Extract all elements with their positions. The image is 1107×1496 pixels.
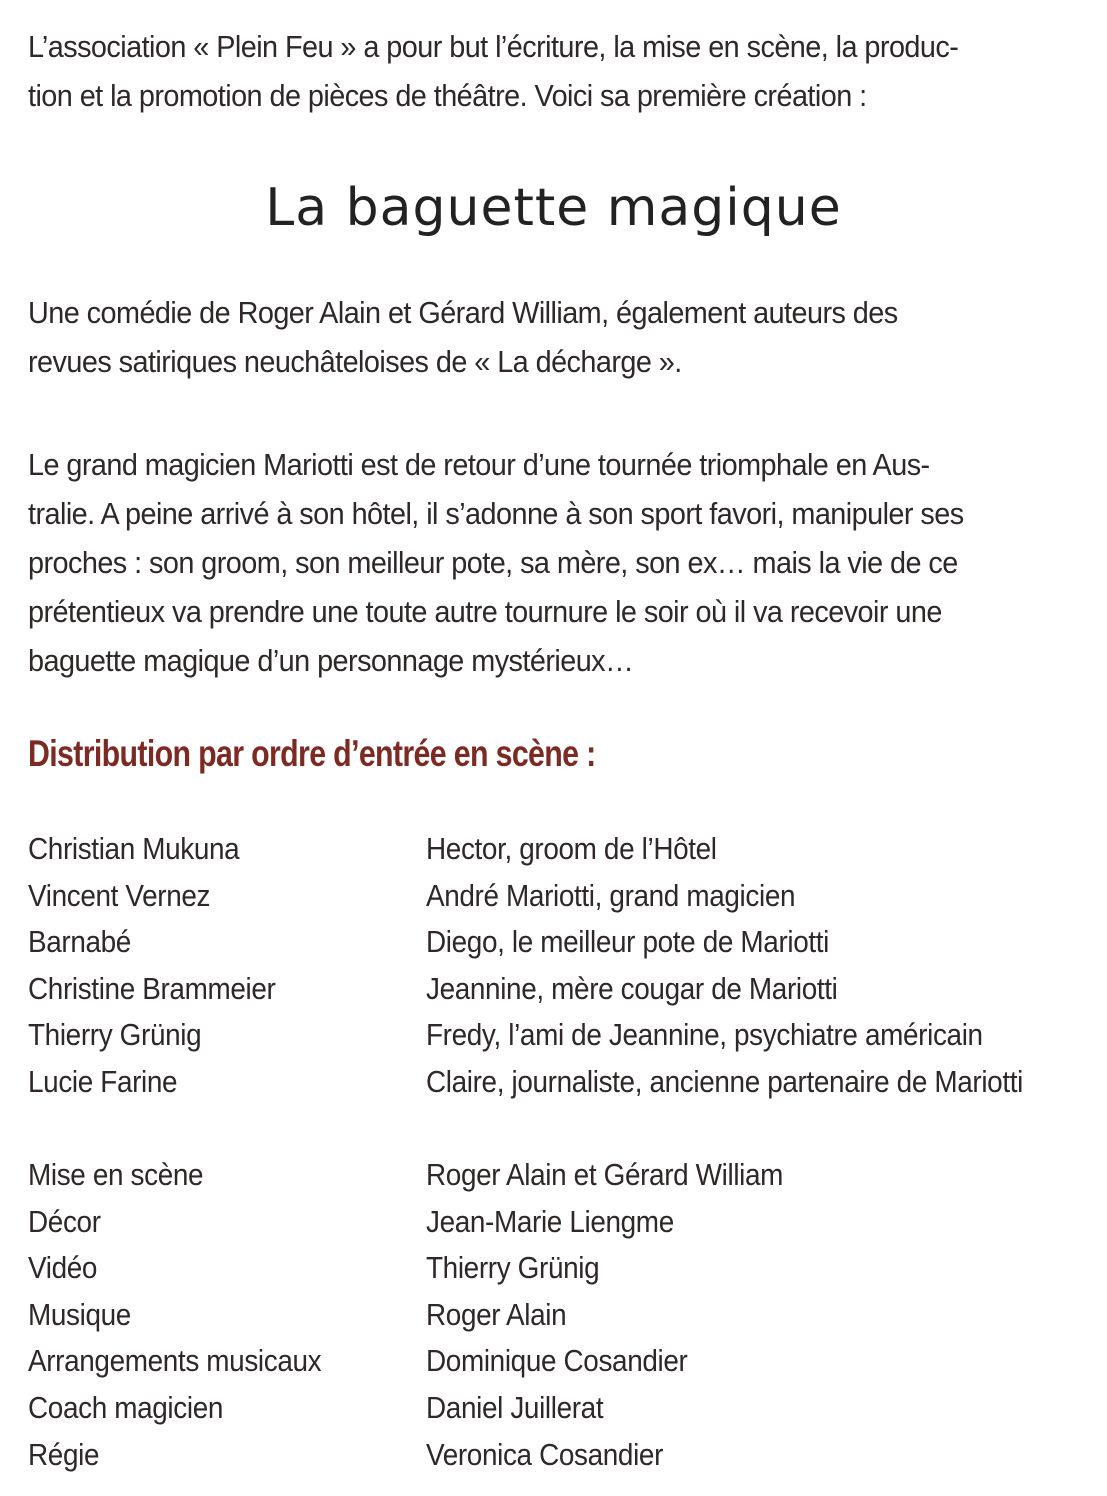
- authors-paragraph: [28, 288, 1005, 386]
- synopsis-line: tralie. A peine arrivé à son hôtel, il s’adonne à son sport favori, manipuler ses: [28, 496, 964, 531]
- role-name: Jeannine, mère cougar de Mariotti: [426, 970, 838, 1006]
- cast-row: [28, 826, 1088, 873]
- play-title: La baguette magique: [265, 178, 842, 238]
- synopsis-paragraph: [28, 440, 1005, 685]
- role-name: Hector, groom de l’Hôtel: [426, 831, 717, 866]
- crew-row: [28, 1432, 1088, 1479]
- crew-function: Musique: [28, 1296, 131, 1332]
- crew-person: Roger Alain: [426, 1296, 567, 1332]
- actor-name: Lucie Farine: [28, 1063, 178, 1099]
- synopsis-line: proches : son groom, son meilleur pote, sa mère, son ex… mais la vie de ce: [28, 545, 958, 580]
- intro-line: L’association « Plein Feu » a pour but l’écriture, la mise en scène, la produc-: [28, 29, 959, 64]
- synopsis-line: prétentieux va prendre une toute autre tournure le soir où il va recevoir une: [28, 594, 942, 629]
- cast-list: [28, 826, 1088, 1106]
- crew-list: [28, 1152, 1088, 1478]
- authors-line: Une comédie de Roger Alain et Gérard William, également auteurs des: [28, 295, 898, 330]
- cast-row: [28, 919, 1088, 966]
- cast-row: [28, 1012, 1088, 1059]
- role-name: Diego, le meilleur pote de Mariotti: [426, 924, 830, 960]
- crew-function: Arrangements musicaux: [28, 1343, 322, 1379]
- crew-row: [28, 1292, 1088, 1339]
- actor-name: Barnabé: [28, 924, 131, 960]
- intro-line: tion et la promotion de pièces de théâtre. Voici sa première création :: [28, 78, 867, 113]
- crew-person: Daniel Juillerat: [426, 1389, 604, 1425]
- role-name: André Mariotti, grand magicien: [426, 877, 796, 913]
- crew-row: [28, 1245, 1088, 1292]
- actor-name: Christian Mukuna: [28, 831, 240, 866]
- distribution-heading: Distribution par ordre d’entrée en scène :: [28, 733, 596, 774]
- crew-person: Thierry Grünig: [426, 1250, 600, 1286]
- crew-row: [28, 1152, 1088, 1199]
- crew-function: Vidéo: [28, 1250, 98, 1286]
- actor-name: Christine Brammeier: [28, 970, 276, 1006]
- cast-row: [28, 966, 1088, 1013]
- intro-paragraph: [28, 22, 1005, 120]
- crew-function: Mise en scène: [28, 1157, 204, 1192]
- cast-row: [28, 1059, 1088, 1106]
- crew-function: Régie: [28, 1436, 100, 1472]
- role-name: Fredy, l’ami de Jeannine, psychiatre américain: [426, 1017, 983, 1053]
- cast-row: [28, 873, 1088, 920]
- crew-function: Coach magicien: [28, 1389, 224, 1425]
- crew-person: Dominique Cosandier: [426, 1343, 688, 1379]
- authors-line: revues satiriques neuchâteloises de « La décharge ».: [28, 344, 682, 379]
- actor-name: Vincent Vernez: [28, 877, 211, 913]
- crew-person: Veronica Cosandier: [426, 1436, 664, 1472]
- crew-function: Décor: [28, 1203, 101, 1239]
- synopsis-line: Le grand magicien Mariotti est de retour d’une tournée triomphale en Aus-: [28, 447, 930, 482]
- synopsis-line: baguette magique d’un personnage mystérieux…: [28, 643, 634, 678]
- crew-row: [28, 1199, 1088, 1246]
- actor-name: Thierry Grünig: [28, 1017, 202, 1053]
- crew-row: [28, 1338, 1088, 1385]
- role-name: Claire, journaliste, ancienne partenaire de Mariotti: [426, 1063, 1023, 1099]
- crew-person: Jean-Marie Liengme: [426, 1203, 674, 1239]
- crew-row: [28, 1385, 1088, 1432]
- crew-person: Roger Alain et Gérard William: [426, 1157, 784, 1192]
